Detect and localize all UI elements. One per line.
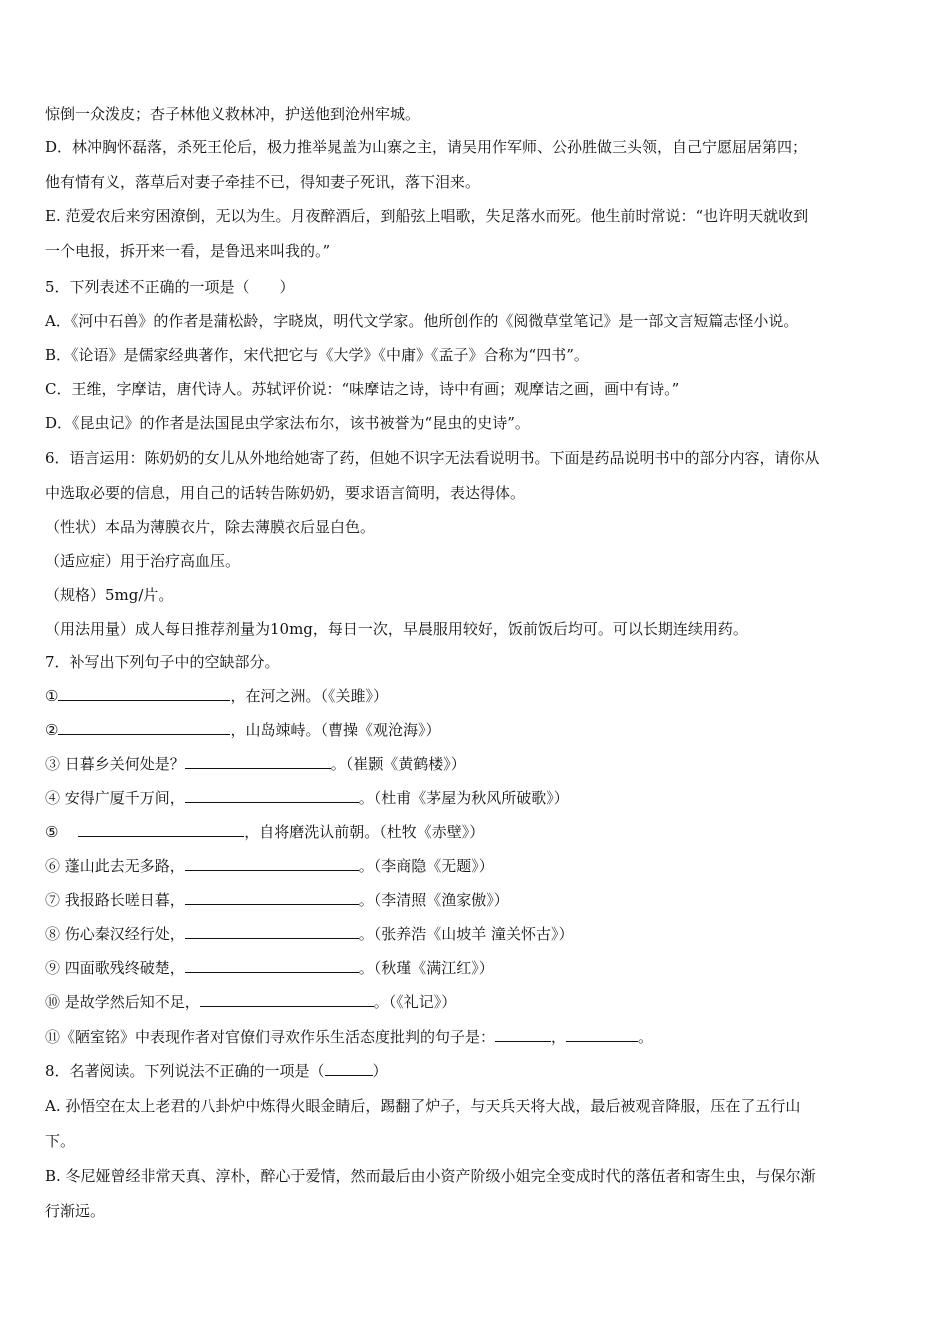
fill-blank-2: ② ，山岛竦峙。（曹操《观沧海》）: [45, 721, 441, 739]
text-line: 一个电报，拆开来一看，是鲁迅来叫我的。”: [45, 242, 331, 260]
answer-blank[interactable]: [566, 1026, 638, 1042]
fill-blank-10: ⑩ 是故学然后知不足， 。（《礼记》）: [45, 993, 457, 1011]
fill-blank-3: ③ 日暮乡关何处是？ 。（崔颢《黄鹤楼》）: [45, 755, 466, 773]
answer-blank[interactable]: [185, 753, 331, 769]
fill-blank-1: ① ，在河之洲。（《关雎》）: [45, 687, 388, 705]
fill-blank-8: ⑧ 伤心秦汉经行处， 。（张养浩《山坡羊 潼关怀古》）: [45, 925, 574, 943]
option-b: B. 冬尼娅曾经非常天真、淳朴，醉心于爱情，然而最后由小资产阶级小姐完全变成时代的落伍者和寄生虫，与保尔渐: [45, 1167, 816, 1185]
question-6: 6．语言运用：陈奶奶的女儿从外地给她寄了药，但她不识字无法看说明书。下面是药品说明书中的部分内容，请你从: [45, 449, 820, 467]
text-line: 他有情有义，落草后对妻子牵挂不已，得知妻子死讯，落下泪来。: [45, 173, 481, 191]
option-a: A．《河中石兽》的作者是蒲松龄，字晓岚，明代文学家。他所创作的《阅微草堂笔记》是一部文言短篇志怪小说。: [45, 312, 799, 330]
fill-blank-6: ⑥ 蓬山此去无多路， 。（李商隐《无题》）: [45, 857, 494, 875]
option-d: D．《昆虫记》的作者是法国昆虫学家法布尔，该书被誉为“昆虫的史诗”。: [45, 414, 530, 432]
answer-blank[interactable]: [78, 821, 244, 837]
option-a: A. 孙悟空在太上老君的八卦炉中炼得火眼金睛后，踢翻了炉子，与天兵天将大战，最后被观音降服，压在了五行山: [45, 1097, 801, 1115]
text-line: 下。: [45, 1132, 76, 1150]
fill-blank-9: ⑨ 四面歌残终破楚， 。（秋瑾《满江红》）: [45, 959, 494, 977]
drug-indication: （适应症）用于治疗高血压。: [45, 552, 241, 570]
drug-spec: （规格）5mg/片。: [45, 586, 174, 604]
answer-blank[interactable]: [185, 923, 359, 939]
answer-blank[interactable]: [58, 719, 230, 735]
fill-blank-4: ④ 安得广厦千万间， 。（杜甫《茅屋为秋风所破歌》）: [45, 789, 569, 807]
option-e-line: E. 范爱农后来穷困潦倒，无以为生。月夜醉酒后，到船弦上唱歌，失足落水而死。他生前时常说：“也许明天就收到: [45, 207, 809, 225]
answer-blank[interactable]: [325, 1060, 373, 1076]
question-7: 7．补写出下列句子中的空缺部分。: [45, 653, 280, 671]
question-5: 5．下列表述不正确的一项是（ ）: [45, 278, 295, 296]
drug-dosage: （用法用量）成人每日推荐剂量为10mg，每日一次，早晨服用较好，饭前饭后均可。可以长期连续用药。: [45, 620, 748, 638]
fill-blank-7: ⑦ 我报路长嗟日暮， 。（李清照《渔家傲》）: [45, 891, 509, 909]
answer-blank[interactable]: [200, 991, 374, 1007]
question-8: 8．名著阅读。下列说法不正确的一项是（ ）: [45, 1062, 388, 1080]
answer-blank[interactable]: [185, 889, 359, 905]
fill-blank-11: ⑪《陋室铭》中表现作者对官僚们寻欢作乐生活态度批判的句子是： ， 。: [45, 1028, 654, 1046]
drug-property: （性状）本品为薄膜衣片，除去薄膜衣后显白色。: [45, 518, 376, 536]
answer-blank[interactable]: [185, 787, 359, 803]
text-line: 行渐远。: [45, 1202, 106, 1220]
text-line: 中选取必要的信息，用自己的话转告陈奶奶，要求语言简明，表达得体。: [45, 484, 526, 502]
fill-blank-5: ⑤ ，自将磨洗认前朝。（杜牧《赤壁》）: [45, 823, 485, 841]
text-line: 惊倒一众泼皮；杏子林他义救林冲，护送他到沧州牢城。: [45, 105, 421, 123]
answer-blank[interactable]: [185, 855, 359, 871]
option-d-line: D．林冲胸怀磊落，杀死王伦后，极力推举晁盖为山寨之主，请吴用作军师、公孙胜做三头领，自己宁愿屈居第四；: [45, 138, 808, 156]
answer-blank[interactable]: [185, 957, 359, 973]
option-b: B．《论语》是儒家经典著作，宋代把它与《大学》《中庸》《孟子》合称为“四书”。: [45, 346, 589, 364]
option-c: C．王维，字摩诘，唐代诗人。苏轼评价说：“味摩诘之诗，诗中有画；观摩诘之画，画中有诗。”: [45, 380, 680, 398]
answer-blank[interactable]: [495, 1026, 551, 1042]
answer-blank[interactable]: [58, 685, 230, 701]
